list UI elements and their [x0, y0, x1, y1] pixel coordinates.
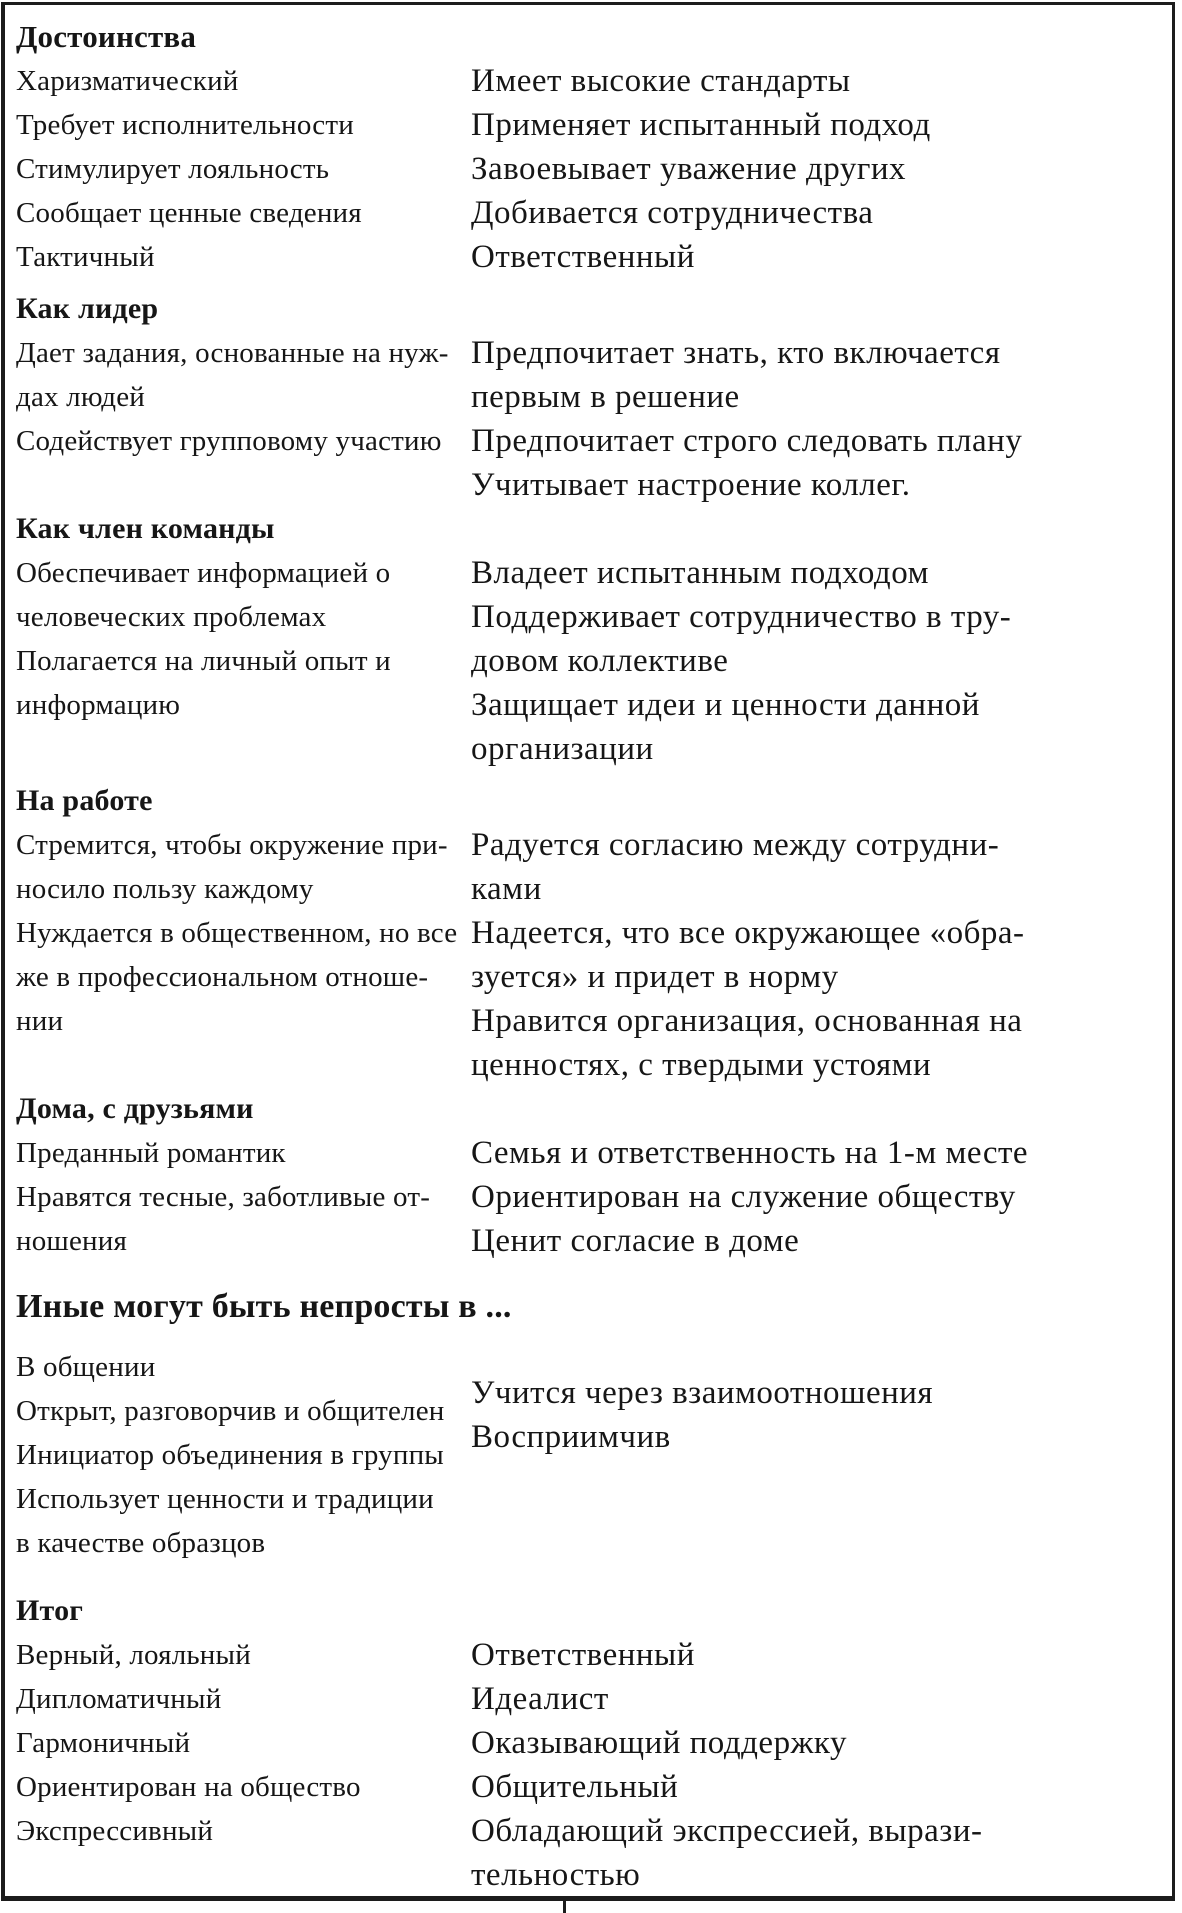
section-header: На работе: [16, 784, 153, 817]
text-line: Надеется, что все окружающее «обра-: [471, 915, 1025, 951]
text-line: информацию: [16, 689, 181, 721]
text-line: дах людей: [16, 381, 145, 413]
text-line: Инициатор объединения в группы: [16, 1439, 444, 1471]
left-column: [16, 1345, 471, 1565]
text-line: Обеспечивает информацией о: [16, 557, 391, 589]
text-line: Полагается на личный опыт и: [16, 645, 391, 677]
text-line: Стремится, чтобы окружение при-: [16, 829, 448, 861]
text-line: Семья и ответственность на 1-м месте: [471, 1135, 1029, 1171]
text-line: Требует исполнительности: [16, 109, 354, 141]
two-column-row: [16, 59, 1168, 279]
text-line: Общительный: [471, 1769, 679, 1805]
section-summary: [16, 1589, 1168, 1897]
text-line: организации: [471, 731, 654, 767]
left-column: [16, 823, 471, 1043]
text-line: Имеет высокие стандарты: [471, 63, 851, 99]
text-line: носило пользу каждому: [16, 873, 314, 905]
text-line: первым в решение: [471, 379, 740, 415]
section-header: Дома, с друзьями: [16, 1092, 254, 1125]
right-column: [471, 1345, 1168, 1459]
two-column-row: [16, 551, 1168, 771]
right-column: [471, 1131, 1168, 1263]
text-line: Радуется согласию между сотрудни-: [471, 827, 1000, 863]
text-line: Содействует групповому участию: [16, 425, 442, 457]
left-column: [16, 1633, 471, 1853]
text-line: же в профессиональном отноше-: [16, 961, 429, 993]
two-column-row: [16, 331, 1168, 507]
two-column-row: [16, 1633, 1168, 1897]
text-line: Учитывает настроение коллег.: [471, 467, 911, 503]
text-line: Сообщает ценные сведения: [16, 197, 362, 229]
text-line: Поддерживает сотрудничество в тру-: [471, 599, 1012, 635]
left-column: [16, 551, 471, 727]
left-column: [16, 59, 471, 279]
text-line: Нравятся тесные, заботливые от-: [16, 1181, 431, 1213]
text-line: Открыт, разговорчив и общителен: [16, 1395, 445, 1427]
text-line: нии: [16, 1005, 64, 1037]
text-line: Нуждается в общественном, но все: [16, 917, 458, 949]
text-line: Применяет испытанный подход: [471, 107, 931, 143]
text-line: Гармоничный: [16, 1727, 191, 1759]
text-line: ками: [471, 871, 542, 907]
text-line: Использует ценности и традиции: [16, 1483, 434, 1515]
section-at-work: [16, 779, 1168, 1087]
text-line: Тактичный: [16, 241, 155, 273]
text-line: довом коллективе: [471, 643, 729, 679]
text-line: Идеалист: [471, 1681, 609, 1717]
two-column-row: [16, 823, 1168, 1087]
text-line: Ценит согласие в доме: [471, 1223, 800, 1259]
section-at-home: [16, 1087, 1168, 1263]
text-line: Ориентирован на общество: [16, 1771, 361, 1803]
text-line: Защищает идеи и ценности данной: [471, 687, 980, 723]
left-column: [16, 331, 471, 463]
section-as-leader: [16, 287, 1168, 507]
two-column-row: [16, 1131, 1168, 1263]
text-line: в качестве образцов: [16, 1527, 266, 1559]
section-header: В общении: [16, 1351, 156, 1383]
text-line: ношения: [16, 1225, 127, 1257]
text-line: Дипломатичный: [16, 1683, 222, 1715]
text-line: Экспрессивный: [16, 1815, 214, 1847]
text-line: тельностью: [471, 1857, 641, 1893]
text-line: Верный, лояльный: [16, 1639, 251, 1671]
section-as-team-member: [16, 507, 1168, 771]
text-line: зуется» и придет в норму: [471, 959, 839, 995]
right-column: [471, 823, 1168, 1087]
text-line: Нравится организация, основанная на: [471, 1003, 1023, 1039]
page-title: Достоинства: [16, 19, 197, 54]
section-header: Иные могут быть непросты в ...: [16, 1288, 512, 1325]
text-line: Учится через взаимоотношения: [471, 1375, 934, 1411]
text-line: Преданный романтик: [16, 1137, 286, 1169]
text-line: Стимулирует лояльность: [16, 153, 330, 185]
text-line: Восприимчив: [471, 1419, 671, 1455]
section-header: Итог: [16, 1594, 84, 1627]
text-line: Дает задания, основанные на нуж-: [16, 337, 449, 369]
section-header: Как член команды: [16, 512, 275, 545]
text-line: Оказывающий поддержку: [471, 1725, 847, 1761]
section-in-communication: [16, 1345, 1168, 1565]
right-column: [471, 59, 1168, 279]
section-others-difficulty: [16, 1283, 1168, 1331]
text-line: Владеет испытанным подходом: [471, 555, 929, 591]
right-column: [471, 1633, 1168, 1897]
text-line: Завоевывает уважение других: [471, 151, 907, 187]
right-column: [471, 331, 1168, 507]
section-strengths: [16, 59, 1168, 279]
text-line: Добивается сотрудничества: [471, 195, 874, 231]
next-row-column-divider: [563, 1901, 566, 1913]
personality-table-cell: [1, 2, 1175, 1901]
text-line: Харизматический: [16, 65, 239, 97]
text-line: Ответственный: [471, 239, 695, 275]
text-line: Предпочитает строго следовать плану: [471, 423, 1023, 459]
text-line: Ответственный: [471, 1637, 695, 1673]
text-line: человеческих проблемах: [16, 601, 327, 633]
left-column-lines: [16, 1389, 471, 1565]
text-line: ценностях, с твердыми устоями: [471, 1047, 932, 1083]
left-column: [16, 1131, 471, 1263]
two-column-row: [16, 1345, 1168, 1565]
section-header: Как лидер: [16, 292, 159, 325]
text-line: Предпочитает знать, кто включается: [471, 335, 1001, 371]
right-column: [471, 551, 1168, 771]
text-line: Обладающий экспрессией, вырази-: [471, 1813, 983, 1849]
text-line: Ориентирован на служение обществу: [471, 1179, 1016, 1215]
